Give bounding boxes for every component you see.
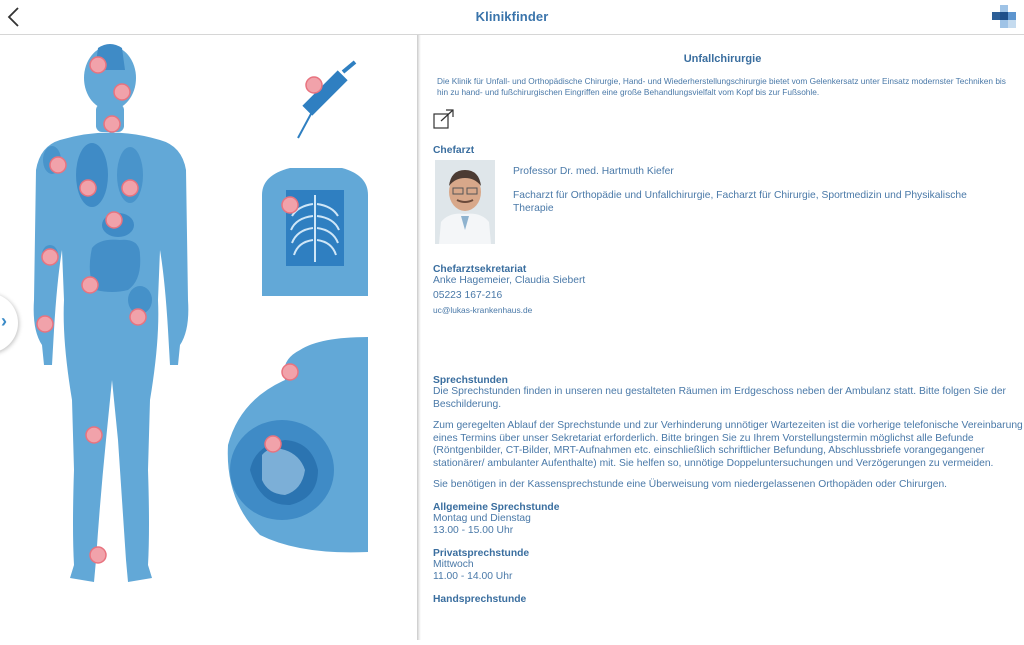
hours-days: Mittwoch	[433, 558, 474, 570]
hours-hand	[433, 594, 1024, 605]
sekretariat-email[interactable]: uc@lukas-krankenhaus.de	[433, 305, 533, 315]
external-link-button[interactable]	[433, 109, 455, 129]
hours-label: Handsprechstunde	[433, 593, 527, 605]
hours-general	[433, 502, 1024, 538]
sprechstunden-label: Sprechstunden	[433, 375, 508, 386]
sprechstunden-para-2: Zum geregelten Ablauf der Sprechstunde und zur Verhinderung unnötiger Wartezeiten ist die vorherige telefonische Vereinbarung eines Termins über unser Sekretariat erforderlich. Bitte bringen Sie zu Ihrem Vorstellungstermin möglichst alle Befunde (Röntgenbilder, CT-Bilder, MRT-Aufnahmen etc. einschließlich schriftlicher Befundung, Abschlussbriefe vorangegangener stationärer/ ambulanter Aufenthalte) mit. Sie helfen so, unnötige Doppeluntersuchungen und Verzögerungen zu vermeiden.	[433, 420, 1023, 469]
sekretariat-block	[433, 264, 1024, 315]
sekretariat-names: Anke Hagemeier, Claudia Siebert	[433, 275, 586, 286]
sprechstunden-block	[433, 375, 1024, 492]
top-bar	[0, 0, 1024, 35]
hours-private	[433, 548, 1024, 584]
sprechstunden-para-1: Die Sprechstunden finden in unseren neu gestalteten Räumen im Erdgeschoss neben der Ambulanz statt. Bitte folgen Sie der Beschilderung.	[433, 386, 1006, 410]
syringe-illustration	[298, 62, 355, 138]
body-map-panel	[0, 35, 417, 640]
sprechstunden-para-3: Sie benötigen in der Kassensprechstunde eine Überweisung vom niedergelassenen Orthopäden oder Chirurgen.	[433, 479, 948, 490]
department-title: Unfallchirurgie	[683, 53, 762, 65]
external-link-icon	[433, 109, 455, 129]
chefarzt-name: Professor Dr. med. Hartmuth Kiefer	[513, 166, 674, 177]
chefarzt-photo	[435, 160, 495, 244]
chevron-right-icon: ›	[1, 311, 7, 331]
hours-label: Allgemeine Sprechstunde	[433, 501, 560, 513]
hours-label: Privatsprechstunde	[433, 547, 530, 559]
page-title: Klinikfinder	[475, 9, 549, 24]
hours-time: 11.00 - 14.00 Uhr	[433, 571, 513, 582]
sekretariat-phone[interactable]: 05223 167-216	[433, 289, 503, 301]
department-description: Die Klinik für Unfall- und Orthopädische Chirurgie, Hand- und Wiederherstellungschirurgie bietet vom Gelenkersatz unter Einsatz modernster Techniken bis hin zu hand- und fußchirurgischen Eingriffen eine große Behandlungsvielfalt vom Kopf bis zur Fußsohle.	[437, 76, 1006, 97]
hours-time: 13.00 - 15.00 Uhr	[433, 525, 514, 536]
clinic-logo-icon	[992, 5, 1016, 29]
chefarzt-row	[433, 160, 1024, 246]
hours-days: Montag und Dienstag	[433, 512, 531, 524]
chest-xray-illustration	[262, 168, 368, 296]
chefarzt-label: Chefarzt	[433, 145, 475, 156]
sekretariat-label: Chefarztsekretariat	[433, 264, 527, 275]
clinic-details-panel[interactable]	[421, 35, 1024, 640]
body-map-illustration	[0, 35, 417, 640]
chefarzt-specialty: Facharzt für Orthopädie und Unfallchirurgie, Facharzt für Chirurgie, Sportmedizin und Physikalische Therapie	[513, 190, 967, 214]
